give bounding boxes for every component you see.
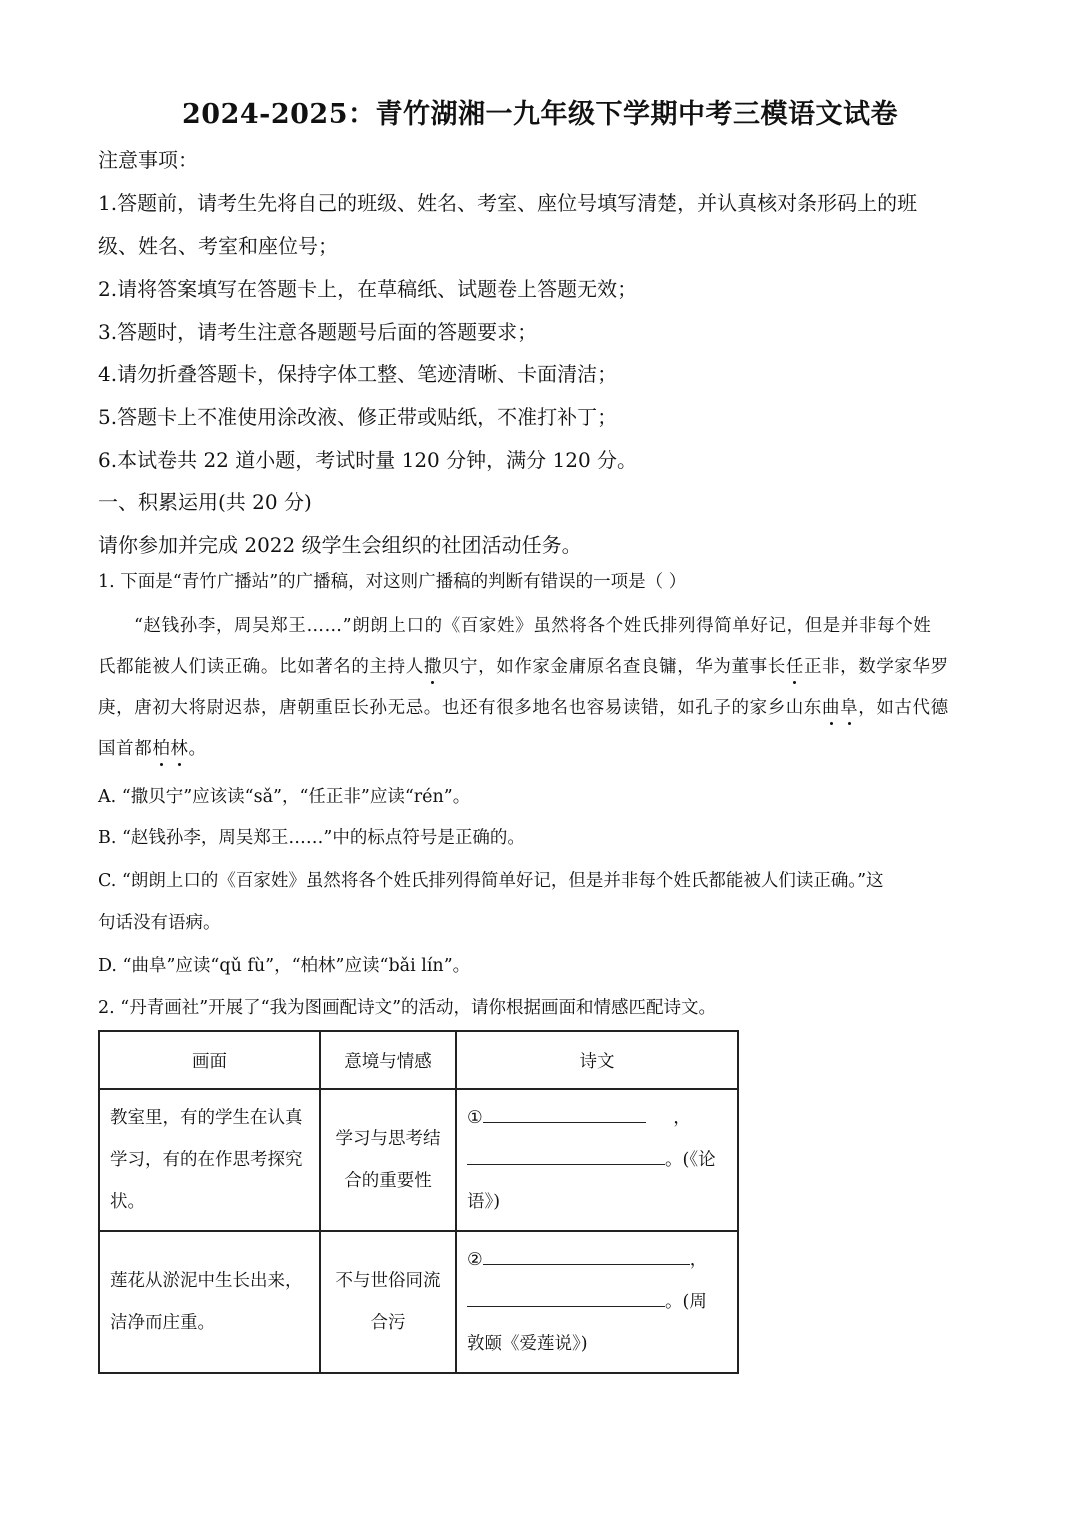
emphasis-char: 曲 bbox=[822, 698, 841, 718]
notes-heading: 注意事项： bbox=[98, 148, 198, 172]
answer-blank[interactable] bbox=[467, 1288, 665, 1307]
passage-line: “赵钱孙李，周吴郑王……”朗朗上口的《百家姓》虽然将各个姓氏排列得简单好记，但是并非每个姓 bbox=[134, 616, 932, 636]
notes-item: 5.答题卡上不准使用涂改液、修正带或贴纸，不准打补丁； bbox=[98, 405, 618, 429]
mood-cell: 学习与思考结合的重要性 bbox=[320, 1089, 456, 1231]
option-a: A. “撒贝宁”应该读“sǎ”，“任正非”应读“rén”。 bbox=[98, 787, 471, 807]
emphasis-char: 林 bbox=[170, 739, 189, 759]
notes-item: 3.答题时，请考生注意各题题号后面的答题要求； bbox=[98, 320, 538, 344]
section-heading: 一、积累运用(共 20 分) bbox=[98, 490, 312, 514]
emphasis-char: 撒 bbox=[423, 657, 442, 677]
option-d: D. “曲阜”应读“qǔ fù”，“柏林”应读“bǎi lín”。 bbox=[98, 956, 471, 976]
emphasis-char: 阜 bbox=[840, 698, 859, 718]
poem-cell: ① ， 。(《论 语》) bbox=[456, 1089, 738, 1231]
table-header-row bbox=[99, 1031, 738, 1089]
passage-line: 庚，唐初大将尉迟恭，唐朝重臣长孙无忌。也还有很多地名也容易读错，如孔子的家乡山东曲阜，如古代德 bbox=[98, 698, 949, 718]
picture-cell: 教室里，有的学生在认真学习，有的在作思考探究状。 bbox=[99, 1089, 320, 1231]
option-c-cont: 句话没有语病。 bbox=[98, 913, 221, 933]
option-b: B. “赵钱孙李，周吴郑王……”中的标点符号是正确的。 bbox=[98, 828, 525, 848]
option-c: C. “朗朗上口的《百家姓》虽然将各个姓氏排列得简单好记，但是并非每个姓氏都能被人们读正确。”这 bbox=[98, 871, 884, 891]
poem-matching-table bbox=[98, 1030, 739, 1374]
header-mood: 意境与情感 bbox=[320, 1031, 456, 1089]
answer-blank[interactable] bbox=[467, 1146, 665, 1165]
answer-blank[interactable] bbox=[483, 1104, 646, 1123]
header-picture: 画面 bbox=[99, 1031, 320, 1089]
notes-item: 级、姓名、考室和座位号； bbox=[98, 234, 338, 258]
table-row bbox=[99, 1089, 738, 1231]
answer-blank[interactable] bbox=[483, 1246, 690, 1265]
exam-title: 2024-2025：青竹湖湘一九年级下学期中考三模语文试卷 bbox=[182, 99, 898, 130]
emphasis-char: 柏 bbox=[152, 739, 171, 759]
notes-item: 2.请将答案填写在答题卡上，在草稿纸、试题卷上答题无效； bbox=[98, 277, 638, 301]
notes-item: 1.答题前，请考生先将自己的班级、姓名、考室、座位号填写清楚，并认真核对条形码上的班 bbox=[98, 191, 918, 215]
question-1-stem: 1. 下面是“青竹广播站”的广播稿，对这则广播稿的判断有错误的一项是（ ） bbox=[98, 572, 687, 592]
header-poem: 诗文 bbox=[456, 1031, 738, 1089]
section-intro: 请你参加并完成 2022 级学生会组织的社团活动任务。 bbox=[98, 533, 582, 557]
passage-line: 国首都柏林。 bbox=[98, 739, 207, 759]
notes-item: 4.请勿折叠答题卡，保持字体工整、笔迹清晰、卡面清洁； bbox=[98, 362, 618, 386]
picture-cell: 莲花从淤泥中生长出来，洁净而庄重。 bbox=[99, 1231, 320, 1373]
question-2-stem: 2. “丹青画社”开展了“我为图画配诗文”的活动，请你根据画面和情感匹配诗文。 bbox=[98, 998, 717, 1018]
mood-cell: 不与世俗同流合污 bbox=[320, 1231, 456, 1373]
poem-cell: ② ， 。(周 敦颐《爱莲说》) bbox=[456, 1231, 738, 1373]
notes-item: 6.本试卷共 22 道小题，考试时量 120 分钟，满分 120 分。 bbox=[98, 448, 638, 472]
passage-line: 氏都能被人们读正确。比如著名的主持人撒贝宁，如作家金庸原名查良镛，华为董事长任正非，数学家华罗 bbox=[98, 657, 949, 677]
table-row bbox=[99, 1231, 738, 1373]
emphasis-char: 任 bbox=[785, 657, 804, 677]
